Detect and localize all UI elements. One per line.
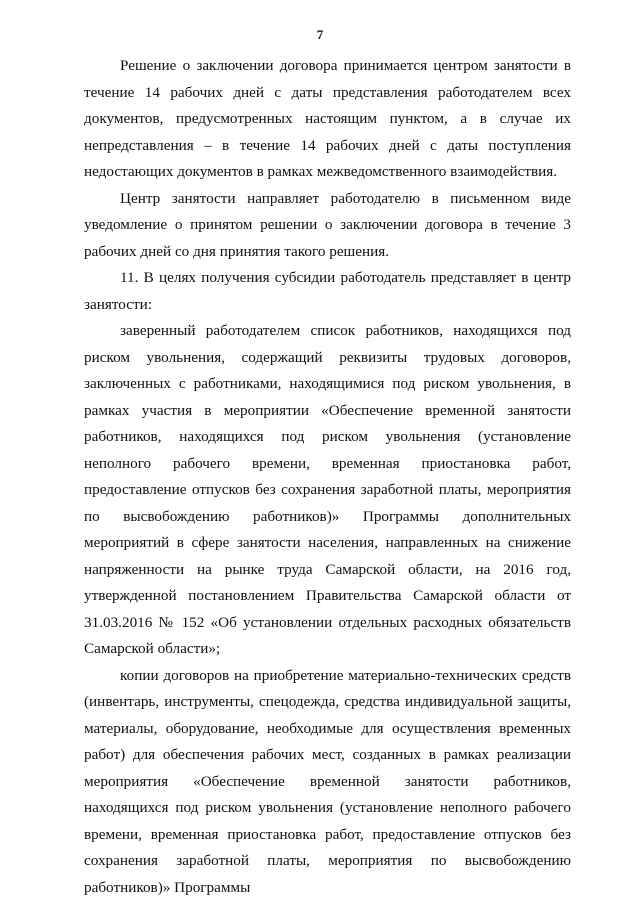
paragraph-item-11: 11. В целях получения субсидии работодатель представляет в центр занятости: [84, 269, 571, 313]
paragraph-decision-timeline: Решение о заключении договора принимается центром занятости в течение 14 рабочих дней с даты представления работодателем всех документов, предусмотренных настоящим пунктом, а в случае их непредставления – в течение 14 рабочих дней с даты поступления недостающих документов в рамках межведомственного взаимодействия. [84, 57, 571, 180]
page-number: 7 [316, 27, 324, 42]
paragraph-contract-copies: копии договоров на приобретение материально-технических средств (инвентарь, инструменты, спецодежда, средства индивидуальной защиты, материалы, оборудование, необходимые для осуществления временных работ) для обеспечения рабочих мест, созданных в рамках реализации мероприятия «Обеспечение временной занятости работников, находящихся под риском увольнения (установление неполного рабочего времени, временная приостановка работ, предоставление отпусков без сохранения заработной платы, мероприятия по высвобождению работников)» Программы [84, 666, 571, 896]
paragraph-notification: Центр занятости направляет работодателю в письменном виде уведомление о принятом решении о заключении договора в течение 3 рабочих дней со дня принятия такого решения. [84, 189, 571, 260]
document-body [84, 53, 571, 901]
paragraph-employee-list: заверенный работодателем список работников, находящихся под риском увольнения, содержащий реквизиты трудовых договоров, заключенных с работниками, находящимися под риском увольнения, в рамках участия в мероприятии «Обеспечение временной занятости работников, находящихся под риском увольнения (установление неполного рабочего времени, временная приостановка работ, предоставление отпусков без сохранения заработной платы, мероприятия по высвобождению работников)» Программы дополнительных мероприятий в сфере занятости населения, направленных на снижение напряженности на рынке труда Самарской области, на 2016 год, утвержденной постановлением Правительства Самарской области от 31.03.2016 № 152 «Об установлении отдельных расходных обязательств Самарской области»; [84, 322, 571, 657]
